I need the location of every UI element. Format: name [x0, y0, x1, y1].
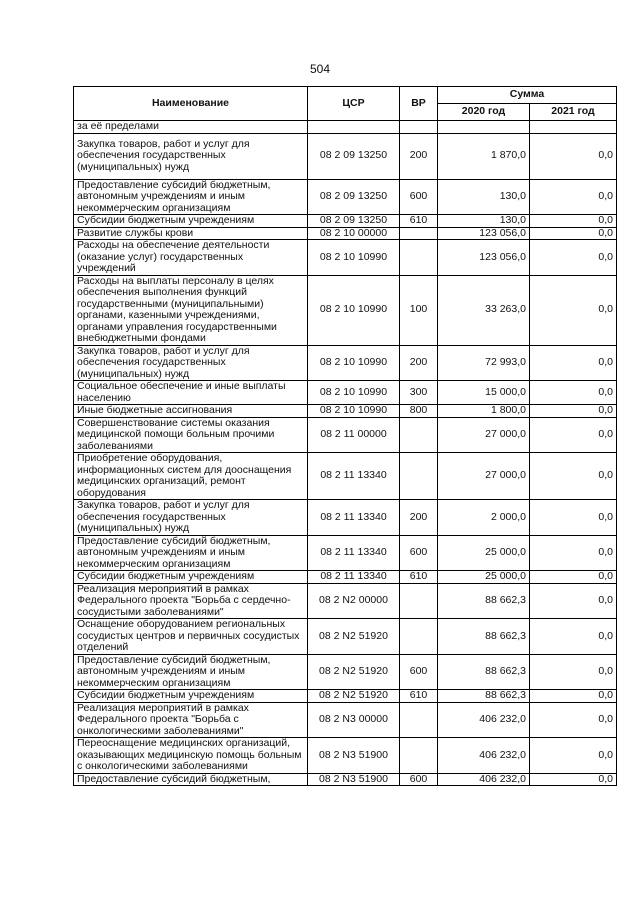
cell-vr: 200 — [400, 133, 438, 179]
cell-amount-2020: 27 000,0 — [438, 417, 530, 453]
cell-csr: 08 2 09 13250 — [308, 133, 400, 179]
cell-vr: 600 — [400, 654, 438, 690]
cell-csr: 08 2 11 13340 — [308, 500, 400, 536]
cell-amount-2021: 0,0 — [530, 583, 617, 619]
table-row — [74, 773, 617, 786]
cell-name: Иные бюджетные ассигнования — [74, 405, 308, 418]
cell-amount-2020 — [438, 121, 530, 134]
cell-vr: 300 — [400, 381, 438, 405]
cell-amount-2021: 0,0 — [530, 227, 617, 240]
table-row — [74, 121, 617, 134]
cell-name: Субсидии бюджетным учреждениям — [74, 571, 308, 584]
table-row — [74, 453, 617, 500]
cell-amount-2021: 0,0 — [530, 702, 617, 738]
cell-csr: 08 2 10 10990 — [308, 345, 400, 381]
cell-vr: 600 — [400, 773, 438, 786]
cell-amount-2020: 406 232,0 — [438, 702, 530, 738]
cell-name: за её пределами — [74, 121, 308, 134]
cell-csr: 08 2 09 13250 — [308, 179, 400, 215]
cell-name: Закупка товаров, работ и услуг для обеспечения государственных (муниципальных) нужд — [74, 500, 308, 536]
header-year-2020: 2020 год — [438, 104, 530, 121]
cell-amount-2021: 0,0 — [530, 240, 617, 276]
cell-csr: 08 2 11 13340 — [308, 571, 400, 584]
table-row — [74, 702, 617, 738]
cell-name: Расходы на обеспечение деятельности (оказание услуг) государственных учреждений — [74, 240, 308, 276]
cell-csr: 08 2 N2 51920 — [308, 654, 400, 690]
cell-amount-2021: 0,0 — [530, 345, 617, 381]
cell-csr: 08 2 11 13340 — [308, 535, 400, 571]
cell-csr: 08 2 11 00000 — [308, 417, 400, 453]
cell-amount-2020: 88 662,3 — [438, 654, 530, 690]
table-row — [74, 619, 617, 655]
table-row — [74, 583, 617, 619]
cell-vr: 200 — [400, 345, 438, 381]
cell-amount-2020: 25 000,0 — [438, 571, 530, 584]
cell-name: Приобретение оборудования, информационных систем для дооснащения медицинских организаций, ремонт оборудования — [74, 453, 308, 500]
table-row — [74, 275, 617, 345]
table-row — [74, 227, 617, 240]
cell-amount-2020: 27 000,0 — [438, 453, 530, 500]
cell-vr: 600 — [400, 179, 438, 215]
cell-vr — [400, 240, 438, 276]
cell-amount-2020: 88 662,3 — [438, 690, 530, 703]
cell-vr: 610 — [400, 215, 438, 228]
budget-table — [73, 86, 617, 786]
cell-vr — [400, 227, 438, 240]
table-row — [74, 535, 617, 571]
cell-vr — [400, 417, 438, 453]
cell-csr: 08 2 N3 00000 — [308, 702, 400, 738]
cell-vr — [400, 121, 438, 134]
table-row — [74, 654, 617, 690]
cell-name: Субсидии бюджетным учреждениям — [74, 690, 308, 703]
cell-name: Предоставление субсидий бюджетным, автономным учреждениям и иным некоммерческим организациям — [74, 179, 308, 215]
cell-vr: 800 — [400, 405, 438, 418]
cell-csr: 08 2 09 13250 — [308, 215, 400, 228]
cell-amount-2021: 0,0 — [530, 773, 617, 786]
cell-amount-2020: 88 662,3 — [438, 619, 530, 655]
cell-name: Развитие службы крови — [74, 227, 308, 240]
cell-amount-2021: 0,0 — [530, 500, 617, 536]
cell-amount-2020: 2 000,0 — [438, 500, 530, 536]
cell-amount-2020: 123 056,0 — [438, 240, 530, 276]
table-row — [74, 417, 617, 453]
cell-amount-2020: 72 993,0 — [438, 345, 530, 381]
cell-csr: 08 2 N2 51920 — [308, 619, 400, 655]
cell-name: Совершенствование системы оказания медицинской помощи больным прочими заболеваниями — [74, 417, 308, 453]
cell-vr: 610 — [400, 571, 438, 584]
table-row — [74, 179, 617, 215]
cell-name: Предоставление субсидий бюджетным, автономным учреждениям и иным некоммерческим организациям — [74, 654, 308, 690]
cell-amount-2021: 0,0 — [530, 571, 617, 584]
cell-amount-2020: 15 000,0 — [438, 381, 530, 405]
cell-csr — [308, 121, 400, 134]
cell-amount-2021: 0,0 — [530, 453, 617, 500]
header-sum: Сумма — [438, 87, 617, 104]
cell-vr: 610 — [400, 690, 438, 703]
cell-amount-2021: 0,0 — [530, 654, 617, 690]
cell-amount-2021: 0,0 — [530, 275, 617, 345]
table-row — [74, 240, 617, 276]
cell-vr — [400, 583, 438, 619]
cell-amount-2020: 130,0 — [438, 215, 530, 228]
cell-name: Расходы на выплаты персоналу в целях обеспечения выполнения функций государственными (муниципальными) органами, казенными учреждениями, органами управления государственными внебюджетными фондами — [74, 275, 308, 345]
cell-name: Социальное обеспечение и иные выплаты населению — [74, 381, 308, 405]
table-row — [74, 215, 617, 228]
page-number: 504 — [309, 62, 331, 76]
cell-amount-2020: 33 263,0 — [438, 275, 530, 345]
table-body — [74, 121, 617, 786]
cell-csr: 08 2 10 10990 — [308, 381, 400, 405]
table-row — [74, 690, 617, 703]
cell-amount-2021: 0,0 — [530, 405, 617, 418]
cell-amount-2020: 25 000,0 — [438, 535, 530, 571]
cell-vr — [400, 619, 438, 655]
cell-amount-2020: 123 056,0 — [438, 227, 530, 240]
header-csr: ЦСР — [308, 87, 400, 121]
cell-amount-2020: 1 870,0 — [438, 133, 530, 179]
cell-amount-2021: 0,0 — [530, 179, 617, 215]
cell-csr: 08 2 N3 51900 — [308, 738, 400, 774]
cell-csr: 08 2 N3 51900 — [308, 773, 400, 786]
cell-csr: 08 2 10 00000 — [308, 227, 400, 240]
cell-amount-2021: 0,0 — [530, 690, 617, 703]
header-vr: ВР — [400, 87, 438, 121]
header-year-2021: 2021 год — [530, 104, 617, 121]
cell-amount-2021: 0,0 — [530, 535, 617, 571]
cell-csr: 08 2 10 10990 — [308, 240, 400, 276]
cell-name: Реализация мероприятий в рамках Федерального проекта "Борьба с онкологическими заболеваниями" — [74, 702, 308, 738]
cell-name: Субсидии бюджетным учреждениям — [74, 215, 308, 228]
cell-csr: 08 2 N2 51920 — [308, 690, 400, 703]
cell-name: Предоставление субсидий бюджетным, автономным учреждениям и иным некоммерческим организациям — [74, 535, 308, 571]
table-row — [74, 500, 617, 536]
header-name: Наименование — [74, 87, 308, 121]
table-row — [74, 571, 617, 584]
cell-name: Оснащение оборудованием региональных сосудистых центров и первичных сосудистых отделений — [74, 619, 308, 655]
cell-amount-2020: 1 800,0 — [438, 405, 530, 418]
cell-amount-2020: 406 232,0 — [438, 738, 530, 774]
cell-amount-2021: 0,0 — [530, 619, 617, 655]
cell-vr — [400, 453, 438, 500]
table-row — [74, 345, 617, 381]
cell-vr: 600 — [400, 535, 438, 571]
cell-vr: 200 — [400, 500, 438, 536]
cell-amount-2021: 0,0 — [530, 215, 617, 228]
cell-csr: 08 2 10 10990 — [308, 405, 400, 418]
cell-name: Переоснащение медицинских организаций, оказывающих медицинскую помощь больным с онкологическими заболеваниями — [74, 738, 308, 774]
cell-amount-2020: 88 662,3 — [438, 583, 530, 619]
cell-vr — [400, 702, 438, 738]
cell-name: Предоставление субсидий бюджетным, — [74, 773, 308, 786]
cell-amount-2020: 406 232,0 — [438, 773, 530, 786]
cell-name: Реализация мероприятий в рамках Федерального проекта "Борьба с сердечно-сосудистыми заболеваниями" — [74, 583, 308, 619]
cell-csr: 08 2 N2 00000 — [308, 583, 400, 619]
cell-amount-2021: 0,0 — [530, 738, 617, 774]
table-row — [74, 381, 617, 405]
cell-csr: 08 2 11 13340 — [308, 453, 400, 500]
cell-name: Закупка товаров, работ и услуг для обеспечения государственных (муниципальных) нужд — [74, 133, 308, 179]
cell-amount-2021 — [530, 121, 617, 134]
cell-vr — [400, 738, 438, 774]
table-row — [74, 133, 617, 179]
cell-amount-2021: 0,0 — [530, 417, 617, 453]
cell-amount-2021: 0,0 — [530, 381, 617, 405]
table-row — [74, 738, 617, 774]
cell-csr: 08 2 10 10990 — [308, 275, 400, 345]
cell-amount-2021: 0,0 — [530, 133, 617, 179]
cell-name: Закупка товаров, работ и услуг для обеспечения государственных (муниципальных) нужд — [74, 345, 308, 381]
cell-vr: 100 — [400, 275, 438, 345]
table-row — [74, 405, 617, 418]
cell-amount-2020: 130,0 — [438, 179, 530, 215]
